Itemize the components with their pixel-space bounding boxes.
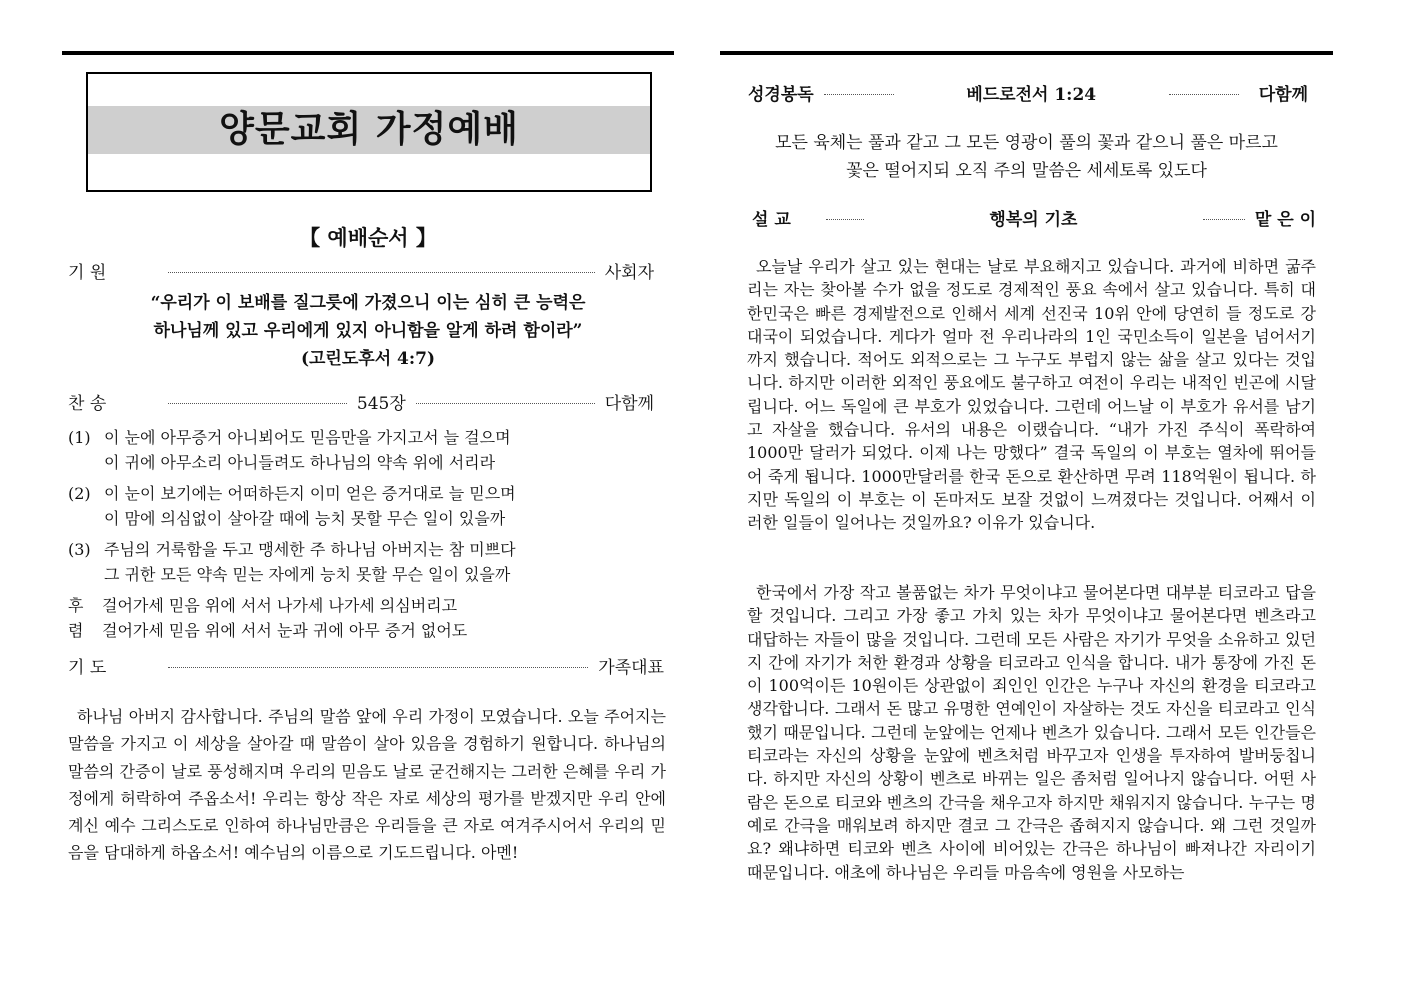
hymn-chorus: [68, 593, 628, 643]
hymn-verse: [68, 537, 628, 587]
verse-number: (1): [68, 428, 91, 447]
verse-line: 이 맘에 의심없이 살아갈 때에 능치 못할 무슨 일이 있을까: [104, 509, 506, 528]
reading-reference: 베드로전서 1:24: [966, 84, 1097, 105]
verse-reference: (고린도후서 4:7): [300, 349, 436, 369]
reading-row: [748, 80, 1308, 104]
verse-line: 이 눈이 보기에는 어떠하든지 이미 얻은 증거대로 늘 믿으며: [104, 484, 516, 503]
hymn-number: 545장: [356, 393, 406, 414]
verse-line: “우리가 이 보배를 질그릇에 가졌으니 이는 심히 큰 능력은: [150, 293, 586, 313]
sermon-title: 행복의 기초: [989, 209, 1078, 230]
order-heading: 【 예배순서 】: [299, 226, 437, 250]
invocation-verse: [62, 289, 674, 373]
verse-number: (3): [68, 540, 91, 559]
leader-dots: [824, 94, 894, 95]
prayer-text: 하나님 아버지 감사합니다. 주님의 말씀 앞에 우리 가정이 모였습니다. 오늘 주어지는 말씀을 가지고 이 세상을 살아갈 때 말씀이 살아 있음을 경험하기 원합니다. 하나님의 말씀의 간증이 날로 풍성해지며 우리의 믿음도 날로 굳건해지는 그러한 은혜를 우리 가정에게 허락하여 주옵소서! 우리는 항상 작은 자로 세상의 평가를 받겠지만 우리 안에 계신 예수 그리스도로 인하여 하나님만큼은 우리들을 큰 자로 여겨주시어서 우리의 믿음을 담대하게 하옵소서! 예수님의 이름으로 기도드립니다. 아멘!: [68, 707, 666, 863]
leader-dots: [168, 272, 595, 273]
invocation-role: 사회자: [604, 262, 654, 283]
hymn-verse: [68, 425, 628, 475]
verse-line: 이 눈에 아무증거 아니뵈어도 믿음만을 가지고서 늘 걸으며: [104, 428, 511, 447]
leader-dots: [416, 403, 595, 404]
sermon-label: 설 교: [752, 209, 791, 230]
chorus-marker: 후: [68, 596, 84, 615]
sermon-preacher: 맡 은 이: [1254, 209, 1316, 230]
leader-dots: [826, 219, 864, 220]
chorus-line: 걸어가세 믿음 위에 서서 나가세 나가세 의심버리고: [102, 596, 458, 615]
top-rule: [62, 51, 674, 55]
chorus-marker: 렴: [68, 621, 84, 640]
verse-line: 하나님께 있고 우리에게 있지 아니함을 알게 하려 함이라”: [153, 321, 583, 341]
verse-line: 이 귀에 아무소리 아니들려도 하나님의 약속 위에 서리라: [104, 453, 496, 472]
hymn-verse: [68, 481, 628, 531]
prayer-row: [68, 653, 664, 677]
reading-verse: [720, 129, 1333, 185]
title-box: [86, 72, 652, 192]
hymn-role: 다함께: [604, 393, 654, 414]
verse-line: 모든 육체는 풀과 같고 그 모든 영광이 풀의 꽃과 같으니 풀은 마르고: [775, 133, 1278, 153]
reading-role: 다함께: [1258, 84, 1308, 105]
top-rule: [720, 51, 1333, 55]
verse-line: 그 귀한 모든 약속 믿는 자에게 능치 못할 무슨 일이 있을까: [104, 565, 511, 584]
invocation-row: [68, 258, 654, 282]
hymn-label: 찬 송: [68, 393, 107, 414]
verse-number: (2): [68, 484, 91, 503]
leader-dots: [168, 403, 347, 404]
leader-dots: [1169, 94, 1239, 95]
page-title: 양문교회 가정예배: [219, 109, 519, 150]
chorus-line: 걸어가세 믿음 위에 서서 눈과 귀에 아무 증거 없어도: [102, 621, 468, 640]
sermon-row: [752, 205, 1316, 229]
reading-label: 성경봉독: [748, 84, 814, 105]
verse-line: 꽃은 떨어지되 오직 주의 말씀은 세세토록 있도다: [846, 161, 1207, 181]
sermon-paragraph: 오늘날 우리가 살고 있는 현대는 날로 부요해지고 있습니다. 과거에 비하면 굶주리는 자는 찾아볼 수가 없을 정도로 경제적인 풍요 속에서 살고 있습니다. 특히 대한민국은 빠른 경제발전으로 인해서 세계 선진국 10위 안에 당연히 들 정도로 강대국이 되었습니다. 게다가 얼마 전 우리나라의 1인 국민소득이 일본을 넘어서기까지 했습니다. 적어도 외적으로는 그 누구도 부럽지 않는 삶을 살고 있다는 것입니다. 하지만 이러한 외적인 풍요에도 불구하고 여전이 우리는 내적인 빈곤에 시달립니다. 어느 독일에 큰 부호가 있었습니다. 그런데 어느날 이 부호가 유서를 남기고 자살을 했습니다. 유서의 내용은 이랬습니다. “내가 가진 주식이 폭락하여 1000만 달러가 되었다. 이제 나는 망했다” 결국 독일의 이 부호는 열차에 뛰어들어 죽게 됩니다. 1000만달러를 한국 돈으로 환산하면 무려 118억원이 됩니다. 하지만 독일의 이 부호는 이 돈마저도 보잘 것없이 느껴졌다는 것입니다. 어째서 이러한 일들이 일어나는 것일까요? 이유가 있습니다.: [747, 257, 1316, 533]
hymn-row: [68, 389, 654, 413]
invocation-label: 기 원: [68, 262, 107, 283]
prayer-label: 기 도: [68, 657, 107, 678]
prayer-role: 가족대표: [598, 657, 664, 678]
sermon-paragraph: 한국에서 가장 작고 볼품없는 차가 무엇이냐고 물어본다면 대부분 티코라고 답을 할 것입니다. 그리고 가장 좋고 가치 있는 차가 무엇이냐고 물어본다면 벤츠라고 대답하는 자들이 많을 것입니다. 그런데 모든 사람은 자기가 무엇을 소유하고 있던지 간에 자기가 처한 환경과 상황을 티코라고 인식을 합니다. 내가 통장에 가진 돈이 100억이든 10원이든 상관없이 죄인인 인간은 누구나 자신의 환경을 티코라고 생각합니다. 그래서 돈 많고 유명한 연예인이 자살하는 것도 자신을 티코라고 인식했기 때문입니다. 그런데 눈앞에는 언제나 벤츠가 있습니다. 그래서 모든 인간들은 티코라는 자신의 상황을 눈앞에 벤츠처럼 바꾸고자 인생을 투자하여 발버둥칩니다. 하지만 자신의 상황이 벤츠로 바뀌는 일은 좀처럼 일어나지 않습니다. 어떤 사람은 돈으로 티코와 벤츠의 간극을 채우고자 하지만 채워지지 않습니다. 누구는 명예로 간극을 매워보려 하지만 결코 그 간극은 좁혀지지 않습니다. 왜 그런 것일까요? 왜냐하면 티코와 벤츠 사이에 비어있는 간극은 하나님이 빠져나간 자리이기 때문입니다. 애초에 하나님은 우리들 마음속에 영원을 사모하는: [747, 583, 1316, 882]
leader-dots: [1203, 219, 1245, 220]
leader-dots: [168, 667, 588, 668]
verse-line: 주님의 거룩함을 두고 맹세한 주 하나님 아버지는 참 미쁘다: [104, 540, 516, 559]
